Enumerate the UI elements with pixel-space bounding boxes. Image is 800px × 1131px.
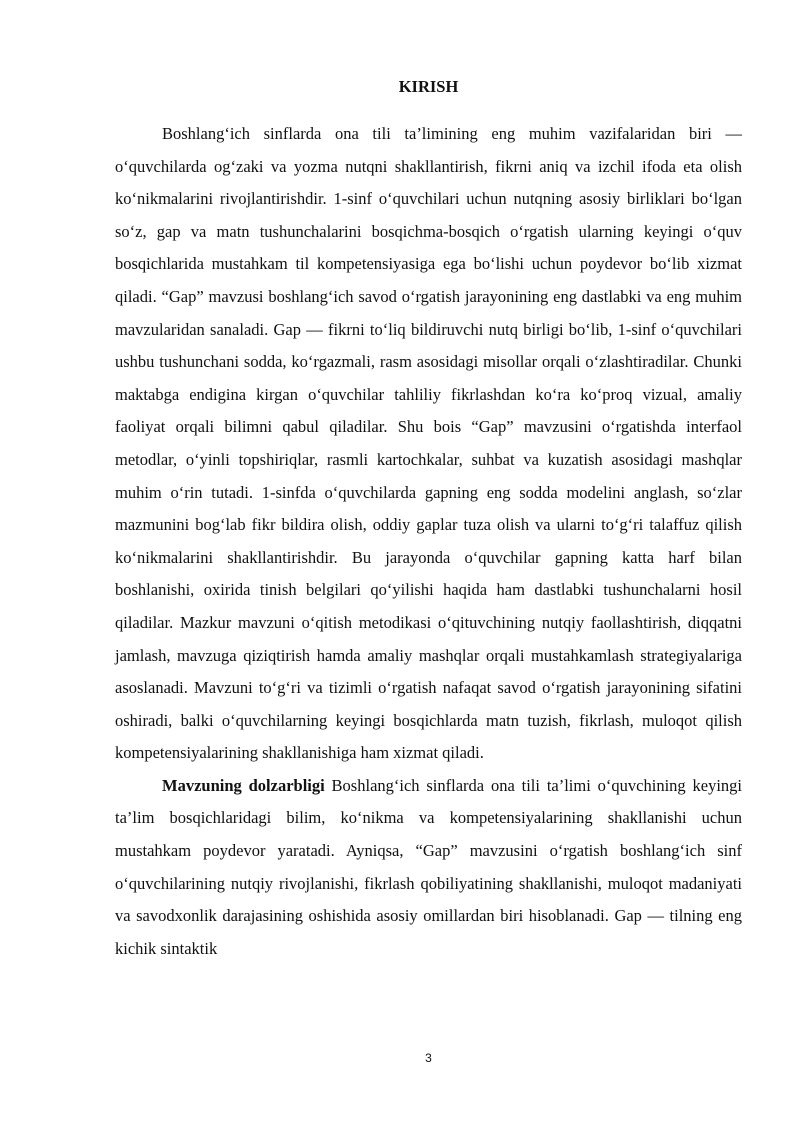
document-page — [115, 0, 742, 1131]
paragraph-intro — [115, 118, 742, 770]
body-text — [115, 118, 742, 965]
page-number: 3 — [425, 1051, 432, 1065]
paragraph-intro-text: Boshlang‘ich sinflarda ona tili ta’limining eng muhim vazifalaridan biri — o‘quvchilarda og‘zaki va yozma nutqni shakllantirish, fikrni aniq va izchil ifoda eta olish ko‘nikmalarini rivojlantirishdir. 1-sinf o‘quvchilari uchun nutqning asosiy birliklari bo‘lgan so‘z, gap va matn tushunchalarini bosqichma-bosqich o‘rgatish ularning keyingi o‘quv bosqichlarida mustahkam til kompetensiyasiga ega bo‘lishi uchun poydevor bo‘lib xizmat qiladi. “Gap” mavzusi boshlang‘ich savod o‘rgatish jarayonining eng dastlabki va eng muhim mavzularidan sanaladi. Gap — fikrni to‘liq bildiruvchi nutq birligi bo‘lib, 1-sinf o‘quvchilari ushbu tushunchani sodda, ko‘rgazmali, rasm asosidagi misollar orqali o‘zlashtiradilar. Chunki maktabga endigina kirgan o‘quvchilar tahliliy fikrlashdan ko‘ra ko‘proq vizual, amaliy faoliyat orqali bilimni qabul qiladilar. Shu bois “Gap” mavzusini o‘rgatishda interfaol metodlar, o‘yinli topshiriqlar, rasmli kartochkalar, suhbat va kuzatish asosidagi mashqlar muhim o‘rin tutadi. 1-sinfda o‘quvchilarda gapning eng sodda modelini anglash, so‘zlar mazmunini bog‘lab fikr bildira olish, oddiy gaplar tuza olish va ularni to‘g‘ri talaffuz qilish ko‘nikmalarini shakllantirishdir. Bu jarayonda o‘quvchilar gapning katta harf bilan boshlanishi, oxirida tinish belgilari qo‘yilishi haqida ham dastlabki tushunchalarni hosil qiladilar. Mazkur mavzuni o‘qitish metodikasi o‘qituvchining nutqiy faollashtirish, diqqatni jamlash, mavzuga qiziqtirish hamda amaliy mashqlar orqali mustahkamlash strategiyalariga asoslanadi. Mavzuni to‘g‘ri va tizimli o‘rgatish nafaqat savod o‘rgatish jarayonining sifatini oshiradi, balki o‘quvchilarning keyingi bosqichlarda matn tuzish, fikrlash, muloqot qilish kompetensiyalarining shakllanishiga ham xizmat qiladi. — [115, 124, 742, 763]
section-heading: KIRISH — [398, 77, 459, 96]
paragraph-relevance — [115, 770, 742, 966]
paragraph-relevance-lead: Mavzuning dolzarbligi — [162, 775, 325, 795]
paragraph-relevance-text: Boshlang‘ich sinflarda ona tili ta’limi o‘quvchining keyingi ta’lim bosqichlaridagi bilim, ko‘nikma va kompetensiyalarining shakllanishi uchun mustahkam poydevor yaratadi. Ayniqsa, “Gap” mavzusini o‘rgatish boshlang‘ich sinf o‘quvchilarining nutqiy rivojlanishi, fikrlash qobiliyatining shakllanishi, muloqot madaniyati va savodxonlik darajasining oshishida asosiy omillardan biri hisoblanadi. Gap — tilning eng kichik sintaktik — [115, 775, 742, 958]
